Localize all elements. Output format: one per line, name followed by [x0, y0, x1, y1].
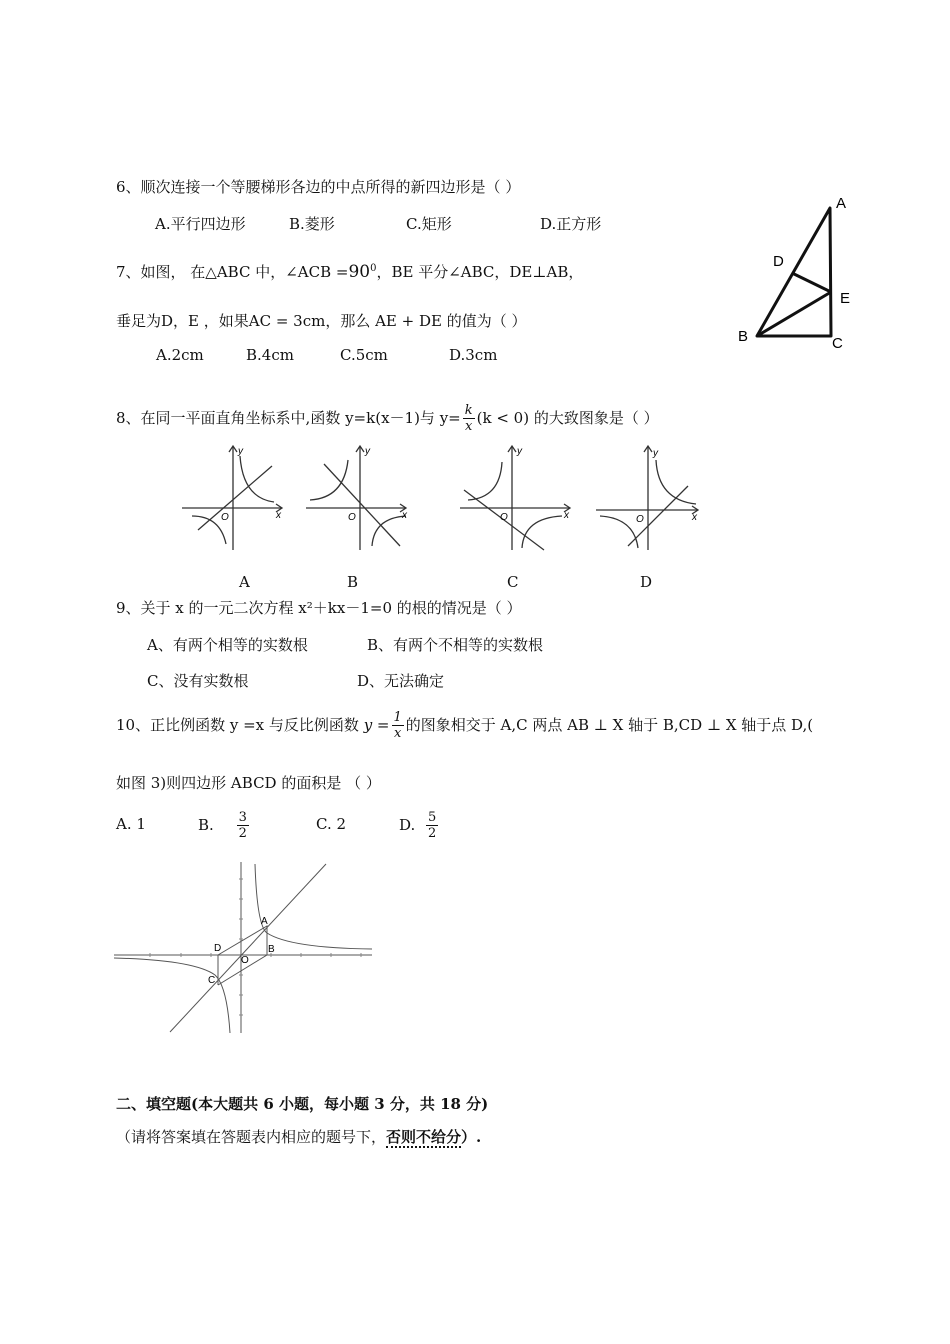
- q8-graph-label-d: D: [640, 573, 653, 591]
- q8-graph-c-o: O: [500, 512, 508, 523]
- q8-graph-d-x: x: [692, 512, 697, 523]
- q6-option-c: C.矩形: [406, 215, 452, 233]
- q8-graph-c-x: x: [564, 510, 569, 521]
- q10-option-b-label: B.: [198, 816, 214, 834]
- q8-graph-a-x: x: [276, 510, 281, 521]
- q9-stem: 9、关于 x 的一元二次方程 x²＋kx－1=0 的根的情况是（ ）: [116, 599, 522, 617]
- q8-graph-label-a: A: [239, 573, 250, 591]
- q10-option-a: A. 1: [116, 815, 146, 833]
- q10-y-eq: y =: [363, 716, 390, 734]
- q9-option-a: A、有两个相等的实数根: [147, 636, 308, 654]
- q8-graph-label-c: C: [507, 573, 519, 591]
- q7-stem-b: ，BE 平分∠ABC，DE⊥AB，: [376, 263, 584, 281]
- q8-graph-label-b: B: [347, 573, 359, 591]
- q7-option-a: A.2cm: [156, 346, 204, 364]
- q9-option-b: B、有两个不相等的实数根: [367, 636, 544, 654]
- q7-degree: 0: [370, 263, 377, 274]
- q9-option-c: C、没有实数根: [147, 672, 249, 690]
- q7-label-c: C: [832, 335, 843, 352]
- q10-stem-line2: 如图 3)则四边形 ABCD 的面积是 （ ）: [116, 774, 381, 792]
- q8-stem: [116, 399, 659, 436]
- q7-option-b: B.4cm: [246, 346, 294, 364]
- q10-option-c: C. 2: [316, 815, 347, 833]
- q8-graph-b-y: y: [365, 446, 370, 457]
- q8-graph-d: [592, 442, 704, 554]
- section2-title: 二、填空题(本大题共 6 小题，每小题 3 分，共 18 分): [116, 1095, 489, 1113]
- q6-option-d: D.正方形: [540, 215, 602, 233]
- q7-option-c: C.5cm: [340, 346, 388, 364]
- q10-option-d-frac: [426, 810, 438, 841]
- q10-fraction: [392, 710, 404, 741]
- q6-stem: 6、顺次连接一个等腰梯形各边的中点所得的新四边形是（ ）: [116, 178, 521, 196]
- section2-note-a: （请将答案填在答题表内相应的题号下，: [116, 1128, 387, 1146]
- q8-graph-a-o: O: [221, 512, 229, 523]
- q10-label-o: O: [241, 955, 249, 966]
- q10-label-d: D: [214, 943, 222, 954]
- q8-graph-b-o: O: [348, 512, 356, 523]
- q7-stem-line2: 垂足为D，E ，如果AC = 3cm，那么 AE + DE 的值为（ ）: [116, 312, 527, 330]
- section2-note-b: ）.: [461, 1128, 482, 1146]
- q7-angle: 90: [348, 262, 371, 282]
- q8-graph-a-y: y: [238, 446, 243, 457]
- q7-label-b: B: [738, 328, 749, 345]
- q10-figure: [110, 858, 375, 1036]
- q6-option-b: B.菱形: [289, 215, 335, 233]
- q9-option-d: D、无法确定: [357, 672, 445, 690]
- q7-option-d: D.3cm: [449, 346, 498, 364]
- q10-stem-a: 10、正比例函数 y =x 与反比例函数: [116, 716, 359, 734]
- q7-label-d: D: [773, 253, 784, 270]
- q8-fraction: [463, 403, 475, 434]
- q8-graph-d-o: O: [636, 514, 644, 525]
- q8-graph-c: [456, 442, 578, 554]
- q10-stem-b: 的图象相交于 A,C 两点 AB ⊥ X 轴于 B,CD ⊥ X 轴于点 D,(: [405, 716, 814, 734]
- q7-stem-line1: [116, 261, 583, 282]
- q7-label-e: E: [840, 290, 851, 307]
- q10-option-d-num: 5: [428, 809, 437, 825]
- q8-stem-a: 8、在同一平面直角坐标系中,函数 y=k(x－1)与 y=: [116, 409, 461, 427]
- q8-graph-b-x: x: [402, 510, 407, 521]
- q8-frac-num: k: [464, 402, 473, 418]
- q10-stem-line1: [116, 706, 813, 743]
- q8-graph-a: [178, 442, 290, 554]
- q8-graph-c-y: y: [517, 446, 522, 457]
- q7-stem-a: 7、如图， 在△ABC 中，∠ACB =: [116, 263, 349, 281]
- q10-option-b-num: 3: [238, 809, 247, 825]
- q10-option-d-label: D.: [399, 816, 416, 834]
- section2-note: [116, 1126, 481, 1147]
- q10-option-b-den: 2: [238, 825, 247, 841]
- q10-option-d: [399, 806, 440, 843]
- q10-label-c: C: [208, 975, 216, 986]
- q10-option-d-den: 2: [428, 825, 437, 841]
- section2-note-emph: 否则不给分: [386, 1128, 462, 1146]
- q10-option-b-frac: [237, 810, 249, 841]
- q8-graph-d-y: y: [653, 448, 658, 459]
- q7-label-a: A: [836, 195, 847, 212]
- q8-stem-b: (k < 0) 的大致图象是（ ）: [476, 409, 659, 427]
- q10-option-b: [198, 806, 251, 843]
- q10-label-b: B: [268, 944, 275, 955]
- q7-triangle-figure: [730, 188, 860, 353]
- q6-option-a: A.平行四边形: [155, 215, 246, 233]
- q8-frac-den: x: [465, 418, 473, 434]
- q10-frac-den: x: [393, 725, 402, 741]
- q8-graph-b: [302, 442, 414, 554]
- q10-frac-num: 1: [393, 709, 402, 725]
- q10-label-a: A: [261, 916, 268, 927]
